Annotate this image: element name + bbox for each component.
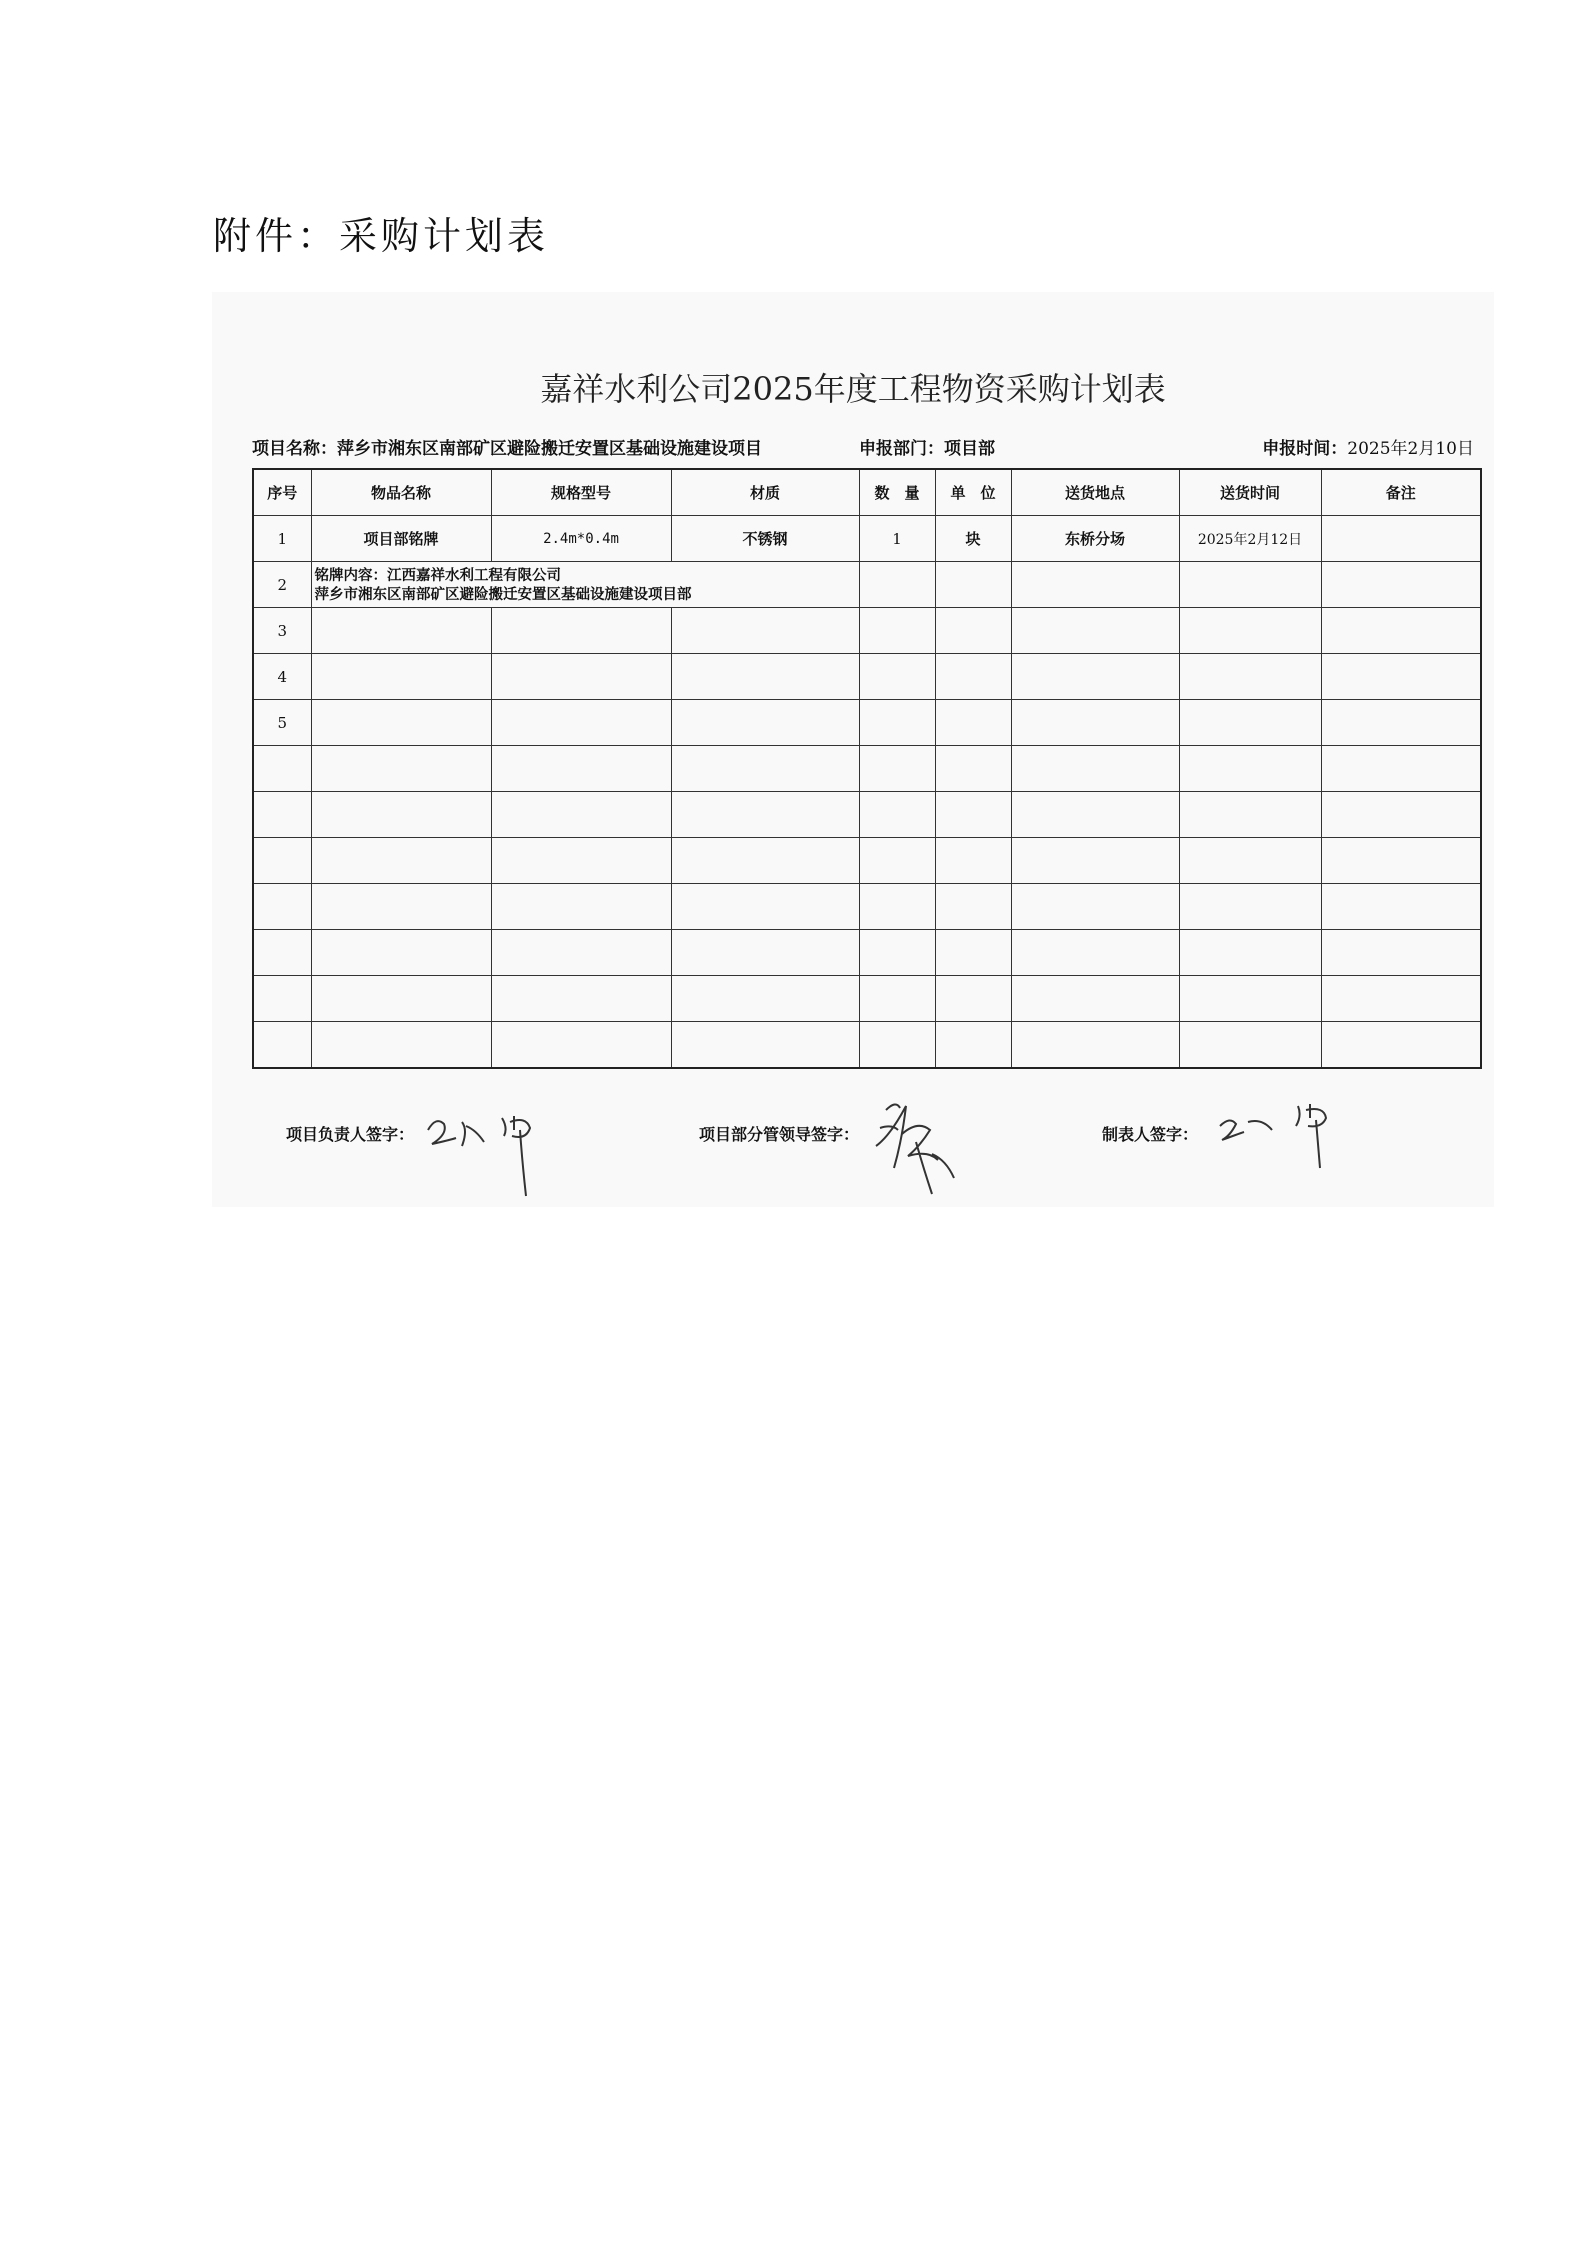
scanned-form: [212, 292, 1494, 1207]
handwritten-signature-3: [1216, 1096, 1356, 1176]
dept-leader-label: 项目部分管领导签字：: [699, 1125, 860, 1144]
report-time-value: 2025年2月10日: [1347, 439, 1474, 459]
nameplate-content-line-1: 铭牌内容：江西嘉祥水利工程有限公司: [314, 566, 561, 584]
col-header-time: 送货时间: [1179, 469, 1321, 516]
cell-seq: 4: [253, 654, 311, 700]
form-title: 嘉祥水利公司2025年度工程物资采购计划表: [540, 370, 1166, 408]
col-header-place: 送货地点: [1011, 469, 1179, 516]
handwritten-signature-1: [422, 1100, 552, 1200]
table-row-empty: [253, 792, 1481, 838]
table-row: [253, 516, 1481, 562]
cell-place: 东桥分场: [1011, 516, 1179, 562]
cell-qty: 1: [859, 516, 935, 562]
cell-place: [1011, 562, 1179, 608]
table-row: [253, 700, 1481, 746]
cell-seq: 2: [253, 562, 311, 608]
project-name: [252, 434, 762, 459]
cell-note: [1321, 562, 1481, 608]
col-header-note: 备注: [1321, 469, 1481, 516]
nameplate-content-line-2: 萍乡市湘东区南部矿区避险搬迁安置区基础设施建设项目部: [314, 585, 692, 603]
cell-qty: [859, 562, 935, 608]
table-row: [253, 562, 1481, 608]
cell-time: 2025年2月12日: [1179, 516, 1321, 562]
col-header-unit: 单 位: [935, 469, 1011, 516]
report-time-label: 申报时间：: [1262, 439, 1348, 459]
report-dept-label: 申报部门：: [859, 439, 944, 459]
col-header-seq: 序号: [253, 469, 311, 516]
dept-leader-signature: [699, 1122, 859, 1145]
table-header-row: [253, 469, 1481, 516]
project-leader-signature: [286, 1122, 414, 1145]
table-row-empty: [253, 838, 1481, 884]
table-row-empty: [253, 746, 1481, 792]
project-name-value: 萍乡市湘东区南部矿区避险搬迁安置区基础设施建设项目: [337, 439, 762, 459]
report-dept: [859, 434, 995, 459]
cell-seq: 3: [253, 608, 311, 654]
report-time: [1262, 434, 1474, 459]
table-row: [253, 654, 1481, 700]
project-name-label: 项目名称：: [252, 439, 337, 459]
table-row-empty: [253, 1022, 1481, 1069]
cell-seq: 5: [253, 700, 311, 746]
table-row-empty: [253, 976, 1481, 1022]
col-header-qty: 数 量: [859, 469, 935, 516]
cell-spec: 2.4m*0.4m: [491, 516, 671, 562]
table-row-empty: [253, 930, 1481, 976]
cell-seq: 1: [253, 516, 311, 562]
col-header-name: 物品名称: [311, 469, 491, 516]
report-dept-value: 项目部: [944, 439, 995, 459]
table-row: [253, 608, 1481, 654]
procurement-table: [252, 468, 1482, 1069]
cell-note: [1321, 516, 1481, 562]
cell-material: 不锈钢: [671, 516, 859, 562]
preparer-label: 制表人签字：: [1102, 1125, 1199, 1144]
cell-unit: [935, 562, 1011, 608]
cell-unit: 块: [935, 516, 1011, 562]
preparer-signature: [1102, 1122, 1198, 1145]
table-row-empty: [253, 884, 1481, 930]
cell-nameplate-content: [311, 562, 859, 608]
col-header-material: 材质: [671, 469, 859, 516]
project-leader-label: 项目负责人签字：: [286, 1125, 415, 1144]
signature-area: [212, 1112, 1494, 1202]
cell-time: [1179, 562, 1321, 608]
handwritten-signature-2: [872, 1090, 982, 1200]
attachment-title: 附件：采购计划表: [213, 214, 550, 258]
cell-name: 项目部铭牌: [311, 516, 491, 562]
col-header-spec: 规格型号: [491, 469, 671, 516]
